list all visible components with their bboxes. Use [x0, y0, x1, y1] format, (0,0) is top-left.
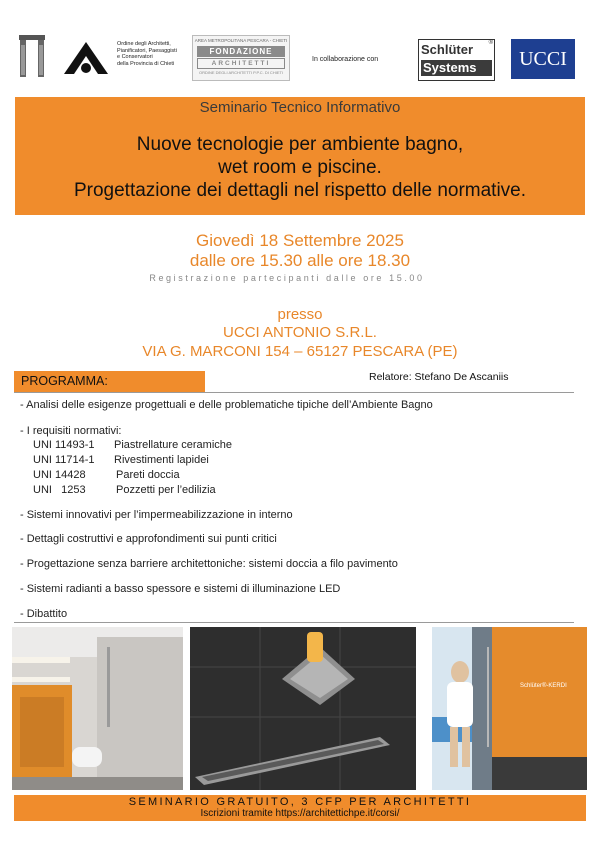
ordine-text	[117, 41, 197, 67]
walk-in-shower-photo	[432, 627, 587, 790]
fondazione-architetti: ARCHITETTI	[197, 58, 285, 69]
footer-headline: SEMINARIO GRATUITO, 3 CFP PER ARCHITETTI	[128, 796, 472, 808]
programma-label: PROGRAMMA:	[21, 374, 108, 388]
fondazione-architetti-logo	[192, 35, 290, 81]
collaboration-text: In collaborazione con	[312, 56, 379, 63]
list-item: - Dibattito	[20, 608, 68, 620]
title-band	[15, 97, 585, 215]
title-line: Nuove tecnologie per ambiente bagno,	[136, 134, 464, 155]
kerdi-text: Schlüter®-KERDI	[520, 683, 567, 689]
norm-desc: Piastrellature ceramiche	[114, 439, 232, 451]
divider	[14, 622, 574, 623]
fondazione-name: FONDAZIONE	[197, 46, 285, 57]
venue-name: UCCI ANTONIO S.R.L.	[223, 324, 377, 341]
norm-code: UNI 14428	[33, 469, 86, 481]
seminar-title	[15, 133, 585, 202]
pillars-logo	[17, 33, 47, 79]
title-line: Progettazione dei dettagli nel rispetto delle normative.	[73, 180, 527, 201]
venue-address: VIA G. MARCONI 154 – 65127 PESCARA (PE)	[142, 343, 458, 360]
title-line: wet room e piscine.	[218, 157, 382, 178]
list-item: - Sistemi radianti a basso spessore e sistemi di illuminazione LED	[20, 583, 341, 595]
seminar-subtitle: Seminario Tecnico Informativo	[199, 99, 401, 116]
divider	[14, 392, 574, 393]
fondazione-bottom-text: ORDINE DEGLI ARCHITETTI P.P.C. DI CHIETI	[198, 70, 284, 75]
ordine-line: Pianificatori, Paesaggisti	[117, 47, 177, 54]
bathroom-photo	[12, 627, 183, 790]
venue-presso: presso	[277, 306, 323, 323]
speaker: Relatore: Stefano De Ascaniis	[369, 371, 509, 383]
list-item: - Analisi delle esigenze progettuali e delle problematiche tipiche dell’Ambiente Bagno	[20, 399, 433, 411]
registration-link[interactable]: Iscrizioni tramite https://architettichpe.it/corsi/	[200, 808, 400, 819]
list-item: - I requisiti normativi:	[20, 425, 122, 437]
ucci-logo: UCCI	[511, 39, 575, 79]
ordine-line: Ordine degli Architetti,	[117, 41, 171, 47]
triangle-emblem-icon	[62, 38, 112, 78]
norm-desc: Rivestimenti lapidei	[114, 454, 209, 466]
list-item: - Dettagli costruttivi e approfondimenti sui punti critici	[20, 533, 277, 545]
norm-desc: Pareti doccia	[116, 469, 180, 481]
norm-code: UNI 1253	[33, 484, 86, 496]
event-time: dalle ore 15.30 alle ore 18.30	[189, 251, 411, 270]
fondazione-top-text: AREA METROPOLITANA PESCARA - CHIETI	[194, 38, 288, 43]
programma-header	[14, 371, 205, 392]
schluter-systems-logo	[418, 39, 495, 81]
ordine-line: e Conservatori	[117, 54, 153, 61]
norm-desc: Pozzetti per l’edilizia	[116, 484, 216, 496]
ordine-line: della Provincia di Chieti	[117, 60, 175, 67]
registered-mark: ®	[488, 40, 493, 46]
schluter-line1: Schlüter	[421, 42, 474, 57]
footer-band	[14, 795, 586, 821]
registration-time: Registrazione partecipanti dalle ore 15.00	[149, 273, 425, 283]
norm-code: UNI 11493-1	[33, 439, 95, 451]
list-item: - Progettazione senza barriere architettoniche: sistemi doccia a filo pavimento	[20, 558, 398, 570]
shower-drain-photo	[190, 627, 416, 790]
schluter-line2: Systems	[421, 60, 492, 76]
event-date: Giovedì 18 Settembre 2025	[196, 231, 404, 250]
norm-code: UNI 11714-1	[33, 454, 95, 466]
list-item: - Sistemi innovativi per l’impermeabilizzazione in interno	[20, 509, 293, 521]
ordine-architetti-logo	[62, 38, 182, 78]
